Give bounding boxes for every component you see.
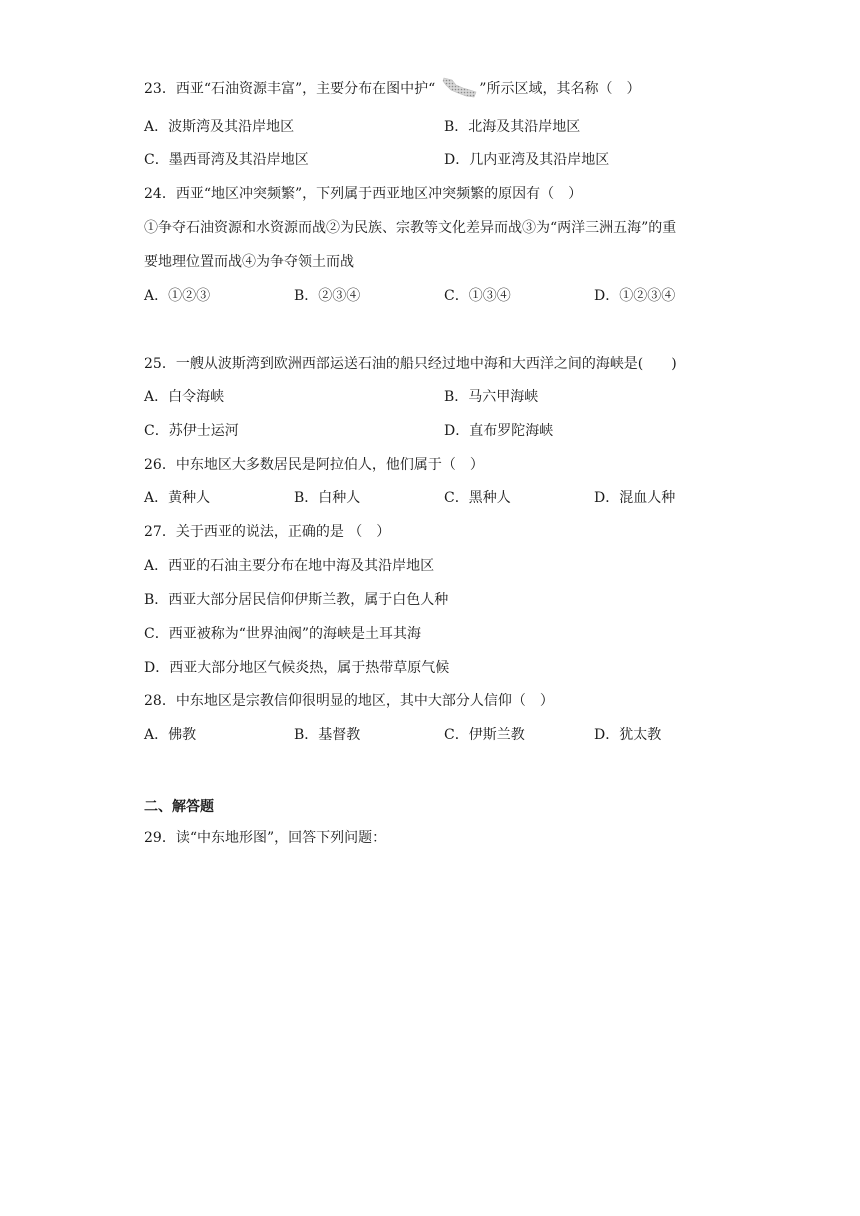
q26-option-c[interactable]: C．黑种人 bbox=[444, 490, 511, 506]
q25-option-c[interactable]: C．苏伊士运河 bbox=[144, 423, 239, 439]
question-26-stem: 26．中东地区大多数居民是阿拉伯人，他们属于（ ） bbox=[144, 457, 484, 473]
question-28-stem: 28．中东地区是宗教信仰很明显的地区，其中大部分人信仰（ ） bbox=[144, 693, 554, 709]
question-23-stem: 23．西亚“石油资源丰富”，主要分布在图中护“ ”所示区域，其名称（ ） bbox=[144, 76, 640, 99]
q27-option-b[interactable]: B．西亚大部分居民信仰伊斯兰教，属于白色人种 bbox=[144, 592, 449, 608]
q24-option-c[interactable]: C．①③④ bbox=[444, 288, 511, 304]
question-24-stem: 24．西亚“地区冲突频繁”，下列属于西亚地区冲突频繁的原因有（ ） bbox=[144, 186, 583, 202]
q24-option-a[interactable]: A．①②③ bbox=[144, 288, 211, 304]
q25-option-b[interactable]: B．马六甲海峡 bbox=[444, 389, 539, 405]
q23-option-d[interactable]: D．几内亚湾及其沿岸地区 bbox=[444, 152, 610, 168]
q25-option-a[interactable]: A．白令海峡 bbox=[144, 389, 225, 405]
question-25-stem: 25．一艘从波斯湾到欧洲西部运送石油的船只经过地中海和大西洋之间的海峡是( ) bbox=[144, 356, 677, 372]
q24-option-b[interactable]: B．②③④ bbox=[294, 288, 361, 304]
question-24-stem-line3: 要地理位置而战④为争夺领土而战 bbox=[144, 254, 354, 270]
q27-option-d[interactable]: D．西亚大部分地区气候炎热，属于热带草原气候 bbox=[144, 660, 450, 676]
shaded-region-icon bbox=[436, 76, 478, 98]
q28-option-c[interactable]: C．伊斯兰教 bbox=[444, 727, 525, 743]
q28-option-b[interactable]: B．基督教 bbox=[294, 727, 361, 743]
q27-option-a[interactable]: A．西亚的石油主要分布在地中海及其沿岸地区 bbox=[144, 558, 435, 574]
question-27-stem: 27．关于西亚的说法，正确的是 （ ） bbox=[144, 524, 391, 540]
q27-option-c[interactable]: C．西亚被称为“世界油阀”的海峡是土耳其海 bbox=[144, 626, 422, 642]
question-29-stem: 29．读“中东地形图”，回答下列问题： bbox=[144, 830, 387, 846]
question-24-stem-line2: ①争夺石油资源和水资源而战②为民族、宗教等文化差异而战③为“两洋三洲五海”的重 bbox=[144, 220, 677, 236]
q23-option-b[interactable]: B．北海及其沿岸地区 bbox=[444, 119, 581, 135]
section-title: 二、解答题 bbox=[144, 799, 214, 815]
q26-option-a[interactable]: A．黄种人 bbox=[144, 490, 211, 506]
q28-option-d[interactable]: D．犹太教 bbox=[594, 727, 662, 743]
q23-option-c[interactable]: C．墨西哥湾及其沿岸地区 bbox=[144, 152, 309, 168]
q25-option-d[interactable]: D．直布罗陀海峡 bbox=[444, 423, 554, 439]
q28-option-a[interactable]: A．佛教 bbox=[144, 727, 197, 743]
q26-option-b[interactable]: B．白种人 bbox=[294, 490, 361, 506]
q23-option-a[interactable]: A．波斯湾及其沿岸地区 bbox=[144, 119, 295, 135]
q24-option-d[interactable]: D．①②③④ bbox=[594, 288, 676, 304]
q26-option-d[interactable]: D．混血人种 bbox=[594, 490, 676, 506]
